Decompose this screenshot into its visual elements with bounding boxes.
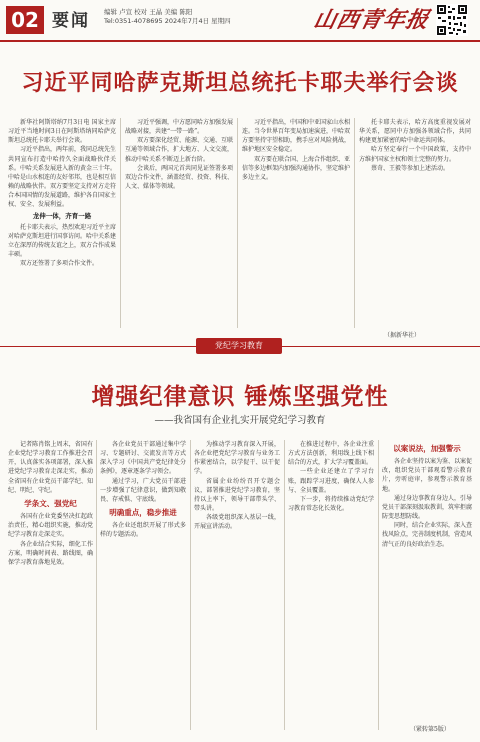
paragraph: 在推进过程中，各企业注重方式方法创新，利用线上线下相结合的方式，扩大学习覆盖面。 xyxy=(288,441,374,467)
paragraph: 会谈后，两国元首共同见证签署多项双边合作文件，涵盖经贸、投资、科技、人文、媒体等领域。 xyxy=(125,164,233,191)
paragraph: 记者陈肖铭上周末，省国有企业党纪学习教育工作推进会召开，认真落实各项部署，深入推进党纪学习教育走深走实，推动全省国有企业党员干部学纪、知纪、明纪、守纪。 xyxy=(8,441,93,494)
editor-credits: 编辑 卢宣 校对 王晶 美编 陈阳 xyxy=(104,8,193,16)
section-column-2 xyxy=(100,440,186,730)
paragraph: 双方还签署了多项合作文件。 xyxy=(20,260,99,268)
lead-headline: 习近平同哈萨克斯坦总统托卡耶夫举行会谈 xyxy=(21,71,459,96)
paragraph: 哈方坚定奉行一个中国政策，支持中方维护国家主权和领土完整的努力。 xyxy=(359,146,471,163)
contact-date-line: Tel:0351-4078695 2024年7月4日 星期四 xyxy=(104,17,231,25)
paragraph: 省属企业纷纷召开专题会议，部署推进党纪学习教育，坚持以上率下，领导干部带头学、带头讲。 xyxy=(194,477,280,513)
page-number: 02 xyxy=(6,6,44,34)
lead-column-3 xyxy=(242,118,350,328)
paragraph: 一些企业还建立了学习台账，跟踪学习进度，确保人人参与、全员覆盖。 xyxy=(288,468,374,494)
paragraph: 新华社阿斯塔纳7月3日电 国家主席习近平当地时间3日在阿斯塔纳同哈萨克斯坦总统托卡耶夫举行会谈。 xyxy=(8,119,116,145)
lead-source-note: （据新华社） xyxy=(384,332,421,339)
paragraph: 托卡耶夫表示，热烈欢迎习近平主席对哈萨克斯坦进行国事访问。哈中关系建立在深厚的传统友谊之上，双方合作成果丰硕。 xyxy=(8,223,116,259)
paragraph: 托卡耶夫表示，哈方高度重视发展对华关系，愿同中方加强各领域合作，共同构建更加紧密的哈中命运共同体。 xyxy=(359,119,471,145)
lead-subhead: 龙伸一体，齐育一路 xyxy=(32,211,92,220)
page-section-name: 要闻 xyxy=(52,11,90,31)
paragraph: 习近平指出，两年前，我同总统先生共同宣布打造中哈持久全面战略伙伴关系。中哈关系发展进入新的黄金三十年。中哈是山水相连的友好邻邦，也是相互信赖的战略伙伴。双方要坚定支持对方走符合本国国情的发展道路，维护各自国家主权、安全、发展利益。 xyxy=(8,146,116,209)
newspaper-logo: 山西青年报 xyxy=(311,7,432,33)
section-column-1 xyxy=(8,440,93,730)
section-column-5 xyxy=(382,440,472,720)
section-column-4 xyxy=(288,440,374,730)
jump-note[interactable]: （紧转第5版） xyxy=(410,726,450,733)
paragraph: 为推动学习教育深入开展，各企业把党纪学习教育与业务工作紧密结合，以学促干、以干促学。 xyxy=(194,441,280,476)
paragraph: 双方要深化经贸、能源、交通、互联互通等领域合作，扩大地方、人文交流，推动中哈关系不断迈上新台阶。 xyxy=(125,137,233,163)
paragraph: 同时，结合企业实际，深入查找风险点，完善制度机制，营造风清气正的良好政治生态。 xyxy=(382,522,472,548)
column-divider xyxy=(378,440,379,730)
column-divider xyxy=(96,440,97,730)
paragraph: 通过学习，广大党员干部进一步增强了纪律意识，做到知敬畏、存戒惧、守底线。 xyxy=(100,477,186,503)
column-divider xyxy=(120,118,121,328)
paragraph: 各企业结合实际，细化工作方案，明确时间表、路线图，确保学习教育落地见效。 xyxy=(8,540,93,566)
column-divider xyxy=(190,440,191,730)
paragraph: 蔡奇、王毅等参加上述活动。 xyxy=(371,164,450,172)
lead-column-4 xyxy=(359,118,471,326)
paragraph: 习近平指出，中国和中亚国家山水相连。当今世界百年变局加速演进，中哈双方要坚持守望相助，携手应对风险挑战，维护地区安全稳定。 xyxy=(242,119,350,154)
qr-code-icon[interactable] xyxy=(436,4,468,36)
paragraph: 通过身边事教育身边人，引导党员干部深刻汲取教训，筑牢拒腐防变思想防线。 xyxy=(382,494,472,521)
section-subhead: 学条文、强党纪 xyxy=(24,498,77,508)
lead-column-1 xyxy=(8,118,116,328)
column-divider xyxy=(284,440,285,730)
paragraph: 各企业党员干部通过集中学习、专题研讨、交流发言等方式深入学习《中国共产党纪律处分条例》，逐章逐条学习领会。 xyxy=(100,441,186,476)
section-subhead: 明确重点，稳步推进 xyxy=(109,508,177,518)
section-label: 党纪学习教育 xyxy=(196,338,282,354)
page-header xyxy=(0,0,480,42)
paragraph: 各企业还组织开展了形式多样的专题活动。 xyxy=(100,522,186,539)
paragraph: 各国有企业党委坚决扛起政治责任，精心组织实施，推动党纪学习教育走深走实。 xyxy=(8,513,93,539)
paragraph: 下一步，将持续推动党纪学习教育常态化长效化。 xyxy=(288,495,374,513)
column-divider xyxy=(237,118,238,328)
paragraph: 各企业坚持以案为鉴、以案促改，组织党员干部观看警示教育片，旁听庭审，参观警示教育基地。 xyxy=(382,458,472,493)
section-subtitle: ——我省国有企业扎实开展党纪学习教育 xyxy=(154,415,326,426)
section-column-3 xyxy=(194,440,280,730)
section-subhead: 以案说法，加强警示 xyxy=(393,444,461,453)
section-band xyxy=(0,340,480,352)
paragraph: 双方要在联合国、上海合作组织、亚信等多边框架内加强沟通协作，坚定维护多边主义。 xyxy=(242,155,350,181)
page-meta xyxy=(104,8,231,26)
lead-column-2 xyxy=(125,118,233,328)
section-headline: 增强纪律意识 锤炼坚强党性 xyxy=(91,384,389,410)
column-divider xyxy=(354,118,355,328)
paragraph: 习近平强调，中方愿同哈方加强发展战略对接，共建“一带一路”。 xyxy=(125,119,233,136)
paragraph: 各级党组织深入基层一线，开展宣讲活动。 xyxy=(194,514,280,531)
